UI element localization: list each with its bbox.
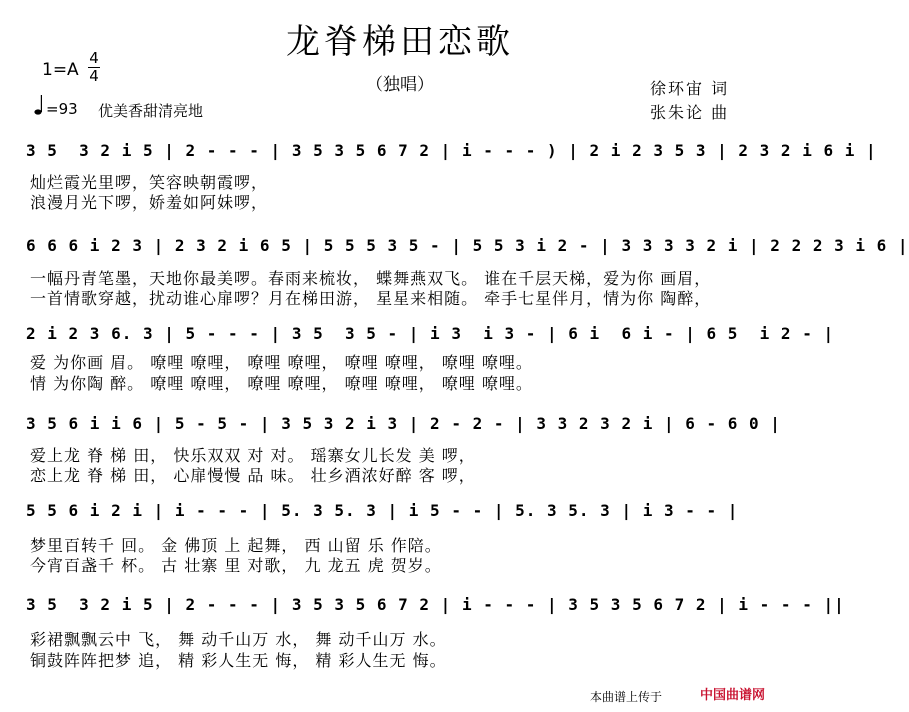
lyric-verse-1: 梦里百转千 回。 金 佛顶 上 起舞， 西 山留 乐 作陪。 [30,536,442,555]
meter-top: 4 [89,49,99,67]
notation-line: 3 5 3 2 i 5 | 2 - - - | 3 5 3 5 6 7 2 | i - - - | 3 5 3 5 6 7 2 | i - - - || [26,594,845,614]
key-signature: 1=A [42,60,79,80]
lyric-verse-2: 今宵百盏千 杯。 古 壮寨 里 对歌， 九 龙五 虎 贺岁。 [30,556,442,575]
lyric-verse-1: 彩裙飘飘云中 飞， 舞 动千山万 水， 舞 动千山万 水。 [30,630,447,649]
lyric-verse-2: 情 为你陶 醉。 嘹哩 嘹哩， 嘹哩 嘹哩， 嘹哩 嘹哩， 嘹哩 嘹哩。 [30,374,533,393]
expression-marking: 优美香甜清亮地 [98,102,204,120]
notation-line: 2 i 2 3 6. 3 | 5 - - - | 3 5 3 5 - | i 3 i 3 - | 6 i 6 i - | 6 5 i 2 - | [26,323,835,343]
notation-line: 6 6 6 i 2 3 | 2 3 2 i 6 5 | 5 5 5 3 5 - | 5 5 3 i 2 - | 3 3 3 3 2 i | 2 2 2 3 i 6 | [26,235,909,255]
lyric-verse-2: 铜鼓阵阵把梦 追， 精 彩人生无 悔， 精 彩人生无 悔。 [30,651,447,670]
song-title: 龙脊梯田恋歌 [286,22,514,62]
meter-bottom: 4 [89,67,99,85]
quarter-note-icon [34,94,44,116]
lyric-verse-2: 一首情歌穿越，扰动谁心扉啰？月在梯田游， 星星来相随。 牵手七星伴月，情为你 陶醉， [30,289,712,308]
composer-credit: 张朱论 曲 [650,103,730,122]
notation-line: 5 5 6 i 2 i | i - - - | 5. 3 5. 3 | i 5 - - | 5. 3 5. 3 | i 3 - - | [26,500,739,520]
lyric-verse-2: 浪漫月光下啰，娇羞如阿妹啰， [30,193,269,212]
time-signature [86,50,102,85]
lyric-verse-2: 恋上龙 脊 梯 田， 心扉慢慢 品 味。 壮乡酒浓好醉 客 啰， [30,466,476,485]
notation-line: 3 5 3 2 i 5 | 2 - - - | 3 5 3 5 6 7 2 | i - - - ) | 2 i 2 3 5 3 | 2 3 2 i 6 i | [26,140,877,160]
song-subtitle: （独唱） [366,75,434,95]
site-logo: 中国曲谱网 [700,688,766,703]
upload-note: 本曲谱上传于 [590,690,663,704]
lyricist-credit: 徐环宙 词 [650,79,730,98]
notation-line: 3 5 6 i i 6 | 5 - 5 - | 3 5 3 2 i 3 | 2 - 2 - | 3 3 2 3 2 i | 6 - 6 0 | [26,413,781,433]
lyric-verse-1: 爱上龙 脊 梯 田， 快乐双双 对 对。 瑶寨女儿长发 美 啰， [30,446,476,465]
lyric-verse-1: 爱 为你画 眉。 嘹哩 嘹哩， 嘹哩 嘹哩， 嘹哩 嘹哩， 嘹哩 嘹哩。 [30,353,533,372]
lyric-verse-1: 灿烂霞光里啰，笑容映朝霞啰， [30,173,269,192]
lyric-verse-1: 一幅丹青笔墨，天地你最美啰。春雨来梳妆， 蝶舞燕双飞。 谁在千层天梯，爱为你 画眉， [30,269,712,288]
tempo-marking: =93 [46,100,78,118]
